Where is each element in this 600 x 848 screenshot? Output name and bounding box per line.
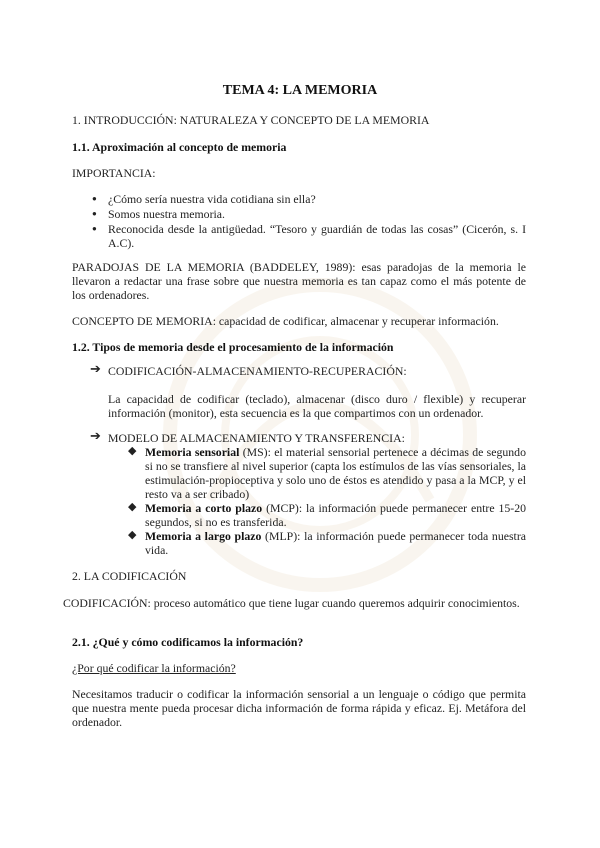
arrow-item-codificacion: CODIFICACIÓN-ALMACENAMIENTO-RECUPERACIÓN: bbox=[108, 364, 407, 378]
importancia-label: IMPORTANCIA: bbox=[72, 166, 156, 180]
bullet-icon: ● bbox=[92, 194, 97, 203]
bullet-icon: ● bbox=[92, 224, 97, 233]
bullet-item: ¿Cómo sería nuestra vida cotidiana sin ella? bbox=[108, 192, 316, 206]
codificacion-definition: CODIFICACIÓN: proceso automático que tiene lugar cuando queremos adquirir conocimientos. bbox=[63, 596, 520, 610]
subsection-1-2-heading: 1.2. Tipos de memoria desde el procesamiento de la información bbox=[72, 340, 394, 354]
diamond-bullet-icon: ◆ bbox=[128, 501, 137, 513]
memory-type-description: (MLP): la información puede permanecer toda nuestra vida. bbox=[145, 529, 526, 557]
memory-type-description: (MCP): la información puede permanecer entre 15-20 segundos, si no es transferida. bbox=[145, 501, 526, 529]
subsection-2-1-heading: 2.1. ¿Qué y cómo codificamos la información? bbox=[72, 635, 304, 649]
memory-type-term: Memoria a largo plazo bbox=[145, 529, 262, 543]
section-2-heading: 2. LA CODIFICACIÓN bbox=[72, 569, 187, 583]
diamond-bullet-icon: ◆ bbox=[128, 529, 137, 541]
codificacion-paragraph: La capacidad de codificar (teclado), almacenar (disco duro / flexible) y recuperar información (monitor), esta secuencia es la que compartimos con un ordenador. bbox=[108, 392, 526, 420]
codificar-paragraph: Necesitamos traducir o codificar la información sensorial a un lenguaje o código que permita que nuestra mente pueda procesar dicha información de forma rápida y eficaz. Ej. Metáfora del ordenador. bbox=[72, 687, 526, 729]
diamond-bullet-icon: ◆ bbox=[128, 445, 137, 457]
memory-type-term: Memoria a corto plazo bbox=[145, 501, 263, 515]
bullet-item: Somos nuestra memoria. bbox=[108, 207, 225, 221]
page-title: TEMA 4: LA MEMORIA bbox=[222, 83, 378, 98]
subsection-1-1-heading: 1.1. Aproximación al concepto de memoria bbox=[72, 140, 287, 154]
arrow-right-icon: ➔ bbox=[90, 361, 101, 376]
memory-type-item bbox=[145, 529, 526, 557]
memory-type-item bbox=[145, 501, 526, 529]
arrow-item-modelo: MODELO DE ALMACENAMIENTO Y TRANSFERENCIA: bbox=[108, 431, 405, 445]
section-1-heading: 1. INTRODUCCIÓN: NATURALEZA Y CONCEPTO DE LA MEMORIA bbox=[72, 113, 430, 127]
concepto-paragraph: CONCEPTO DE MEMORIA: capacidad de codificar, almacenar y recuperar información. bbox=[72, 314, 499, 328]
arrow-right-icon: ➔ bbox=[90, 428, 101, 443]
bullet-icon: ● bbox=[92, 209, 97, 218]
question-heading: ¿Por qué codificar la información? bbox=[72, 661, 236, 675]
paradojas-paragraph: PARADOJAS DE LA MEMORIA (BADDELEY, 1989): esas paradojas de la memoria le llevaron a redactar una frase sobre que nuestra memoria es tan capaz como el más potente de los ordenadores. bbox=[72, 260, 526, 302]
memory-type-item bbox=[145, 445, 526, 501]
memory-type-description: (MS): el material sensorial pertenece a décimas de segundo si no se transfiere al nivel superior (capta los estímulos de las vías sensoriales, la estimulación-propioceptiva y solo uno de éstos es atendido y pasa a la MCP, y el resto va a ser cribado) bbox=[145, 445, 526, 501]
bullet-item: Reconocida desde la antigüedad. “Tesoro y guardián de todas las cosas” (Cicerón, s. I A.C). bbox=[108, 222, 526, 250]
memory-type-term: Memoria sensorial bbox=[145, 445, 240, 459]
